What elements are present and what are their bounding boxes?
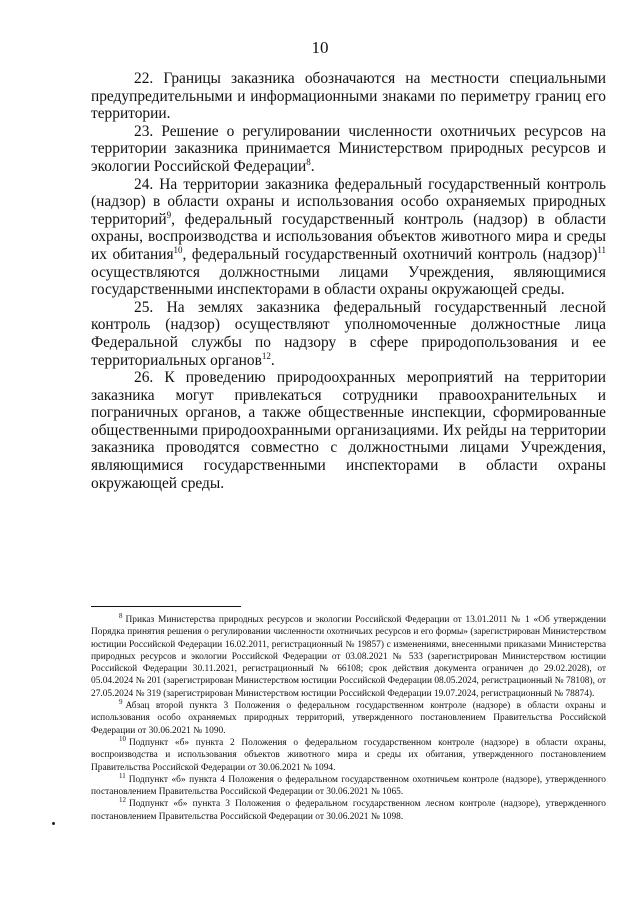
paragraph-22-text: 22. Границы заказника обозначаются на местности специальными предупредительными и информационными знаками по периметру границ его территории. [91, 70, 606, 123]
paragraph-23 [91, 123, 606, 176]
paragraph-24 [91, 176, 606, 299]
footnote-ref-10: 10 [173, 244, 183, 255]
paragraph-23-end: . [310, 157, 315, 175]
footnote-number: 9 [119, 697, 123, 706]
paragraph-22 [91, 70, 606, 123]
footnote-ref-9: 9 [166, 209, 172, 220]
footnote-text: Подпункт «б» пункта 3 Положения о федеральном государственном лесном контроле (надзоре), утвержденного постановлением Правительства Российской Федерации от 30.06.2021 № 1098. [91, 799, 606, 822]
footnote-12 [91, 798, 606, 823]
footnote-8 [91, 611, 606, 700]
paragraph-26-text: 26. К проведению природоохранных мероприятий на территории заказника могут привлекаться сотрудники правоохранительных и пограничных органов, а также общественные инспекции, сформированные общественными природоохранными организациями. Их рейды на территории заказника проводятся совместно с должностными лицами Учреждения, являющимися государственными инспекторами в области охраны окружающей среды. [91, 369, 606, 492]
footnotes [91, 611, 606, 823]
footnote-number: 12 [119, 796, 126, 805]
footnote-text: Абзац второй пункта 3 Положения о федеральном государственном контроле (надзоре) в области охраны и использования особо охраняемых природных территорий, утвержденного постановлением Правительства Российской Федерации от 30.06.2021 № 1090. [91, 701, 606, 736]
paragraph-23-text: 23. Решение о регулировании численности охотничьих ресурсов на территории заказника принимается Министерством природных ресурсов и экологии Российской Федерации [91, 122, 606, 175]
paragraph-24-text-3: , федеральный государственный охотничий контроль (надзор) [182, 245, 598, 263]
paragraph-24-text-4: осуществляются должностными лицами Учреждения, являющимися государственными инспекторами в области охраны окружающей среды. [91, 263, 606, 299]
paragraph-25 [91, 299, 606, 369]
body-text [91, 70, 606, 492]
paragraph-26 [91, 369, 606, 492]
paragraph-25-end: . [270, 351, 275, 369]
footnote-text: Подпункт «б» пункта 4 Положения о федеральном государственном охотничьем контроле (надзоре), утвержденного постановлением Правительства Российской Федерации от 30.06.2021 № 1065. [91, 774, 606, 798]
footnote-ref-8: 8 [306, 156, 311, 167]
footnote-10 [91, 734, 606, 774]
footnote-ref-11: 11 [597, 244, 606, 255]
footnote-number: 10 [119, 734, 126, 743]
footnote-text: Подпункт «б» пункта 2 Положения о федеральном государственном контроле (надзоре) в области охраны, воспроизводства и использования объектов животного мира и среды их обитания, утвержденного постановлением Правительства Российской Федерации от 30.06.2021 № 1094. [91, 737, 606, 773]
scan-speck [52, 822, 55, 825]
footnote-11 [91, 771, 606, 799]
footnote-text: Приказ Министерства природных ресурсов и экологии Российской Федерации от 13.01.2011 № 1 «Об утверждении Порядка принятия решения о регулировании численности охотничьих ресурсов и его формы» (зарегистрирован Министерством юстиции Российской Федерации 16.02.2011, регистрационный № 19857) с изменениями, внесенными приказами Министерства природных ресурсов и экологии Российской Федерации от 03.08.2021 № 533 (зарегистрирован Министерством юстиции Российской Федерации 30.11.2021, регистрационный № 66108; срок действия документа ограничен до 29.02.2028), от 05.04.2024 № 201 (зарегистрирован Министерством юстиции Российской Федерации 08.05.2024, регистрационный № 78108), от 27.05.2024 № 319 (зарегистрирован Министерством юстиции Российской Федерации 19.07.2024, регистрационный № 78874). [91, 615, 606, 699]
footnote-9 [91, 697, 606, 737]
footnote-number: 11 [119, 771, 126, 780]
footnote-ref-12: 12 [261, 350, 271, 361]
paragraph-24-text-1: 24. На территории заказника федеральный государственный контроль (надзор) в области охраны и использования особо охраняемых природных территорий [91, 175, 606, 228]
footnote-number: 8 [119, 611, 123, 620]
footnote-separator [91, 606, 241, 607]
paragraph-25-text: 25. На землях заказника федеральный государственный лесной контроль (надзор) осуществляют уполномоченные должностные лица Федеральной службы по надзору в сфере природопользования и ее территориальных органов [91, 298, 606, 369]
paragraph-24-text-2: , федеральный государственный контроль (надзор) в области охраны, воспроизводства и использования объектов животного мира и среды их обитания [91, 210, 606, 263]
page-number: 10 [311, 38, 329, 57]
